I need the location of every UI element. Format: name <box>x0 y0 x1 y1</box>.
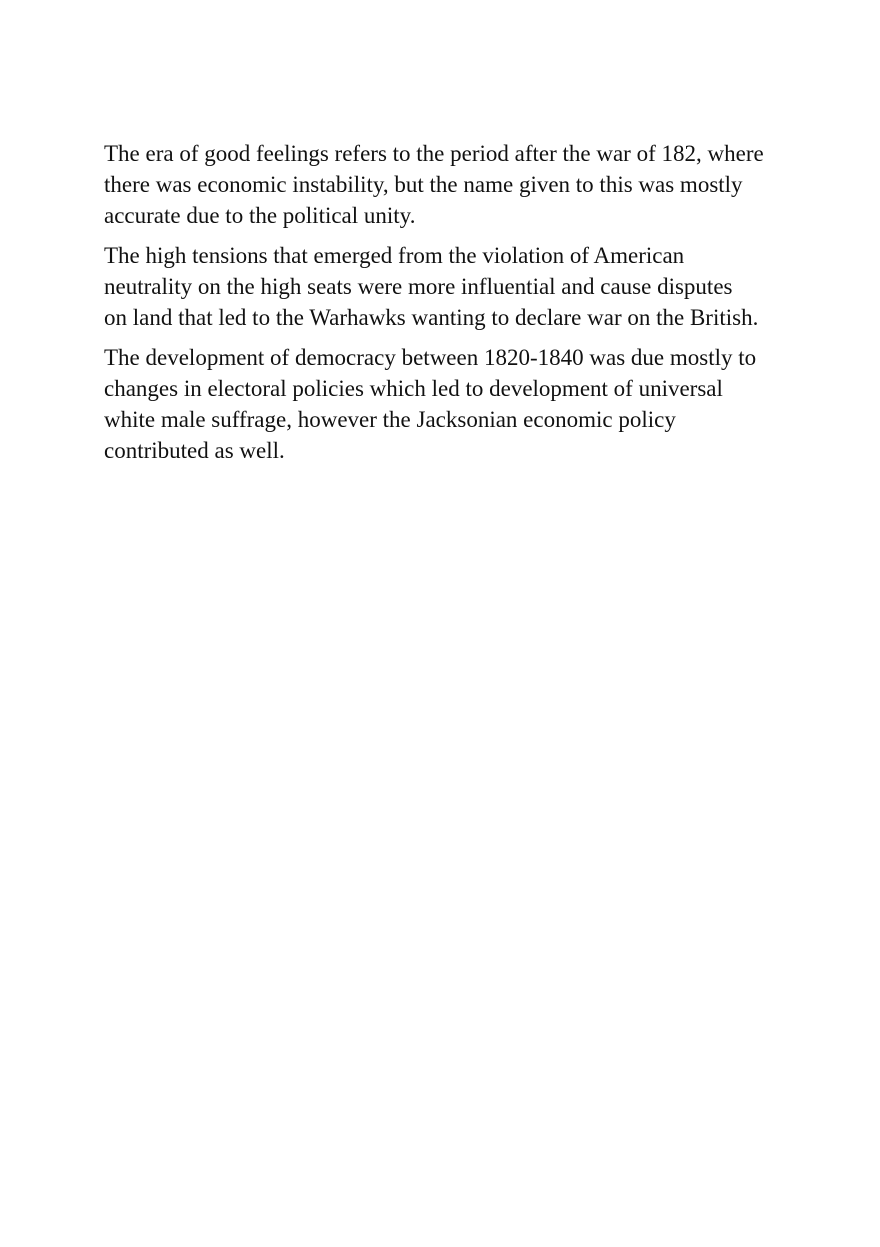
paragraph-line: neutrality on the high seats were more influential and cause disputes <box>104 274 733 299</box>
paragraph-line: white male suffrage, however the Jacksonian economic policy <box>104 407 676 432</box>
paragraph-line: The era of good feelings refers to the period after the war of 182, where <box>104 141 764 166</box>
paragraph-line: The development of democracy between 1820-1840 was due mostly to <box>104 345 757 370</box>
paragraph-line: on land that led to the Warhawks wanting to declare war on the British. <box>104 305 759 330</box>
paragraph-development-of-democracy <box>104 342 784 466</box>
document-body <box>104 138 784 475</box>
paragraph-line: changes in electoral policies which led to development of universal <box>104 376 723 401</box>
paragraph-era-of-good-feelings <box>104 138 784 231</box>
paragraph-line: accurate due to the political unity. <box>104 203 416 228</box>
paragraph-line: The high tensions that emerged from the violation of American <box>104 243 685 268</box>
paragraph-line: there was economic instability, but the name given to this was mostly <box>104 172 743 197</box>
paragraph-high-tensions <box>104 240 784 333</box>
paragraph-line: contributed as well. <box>104 438 285 463</box>
